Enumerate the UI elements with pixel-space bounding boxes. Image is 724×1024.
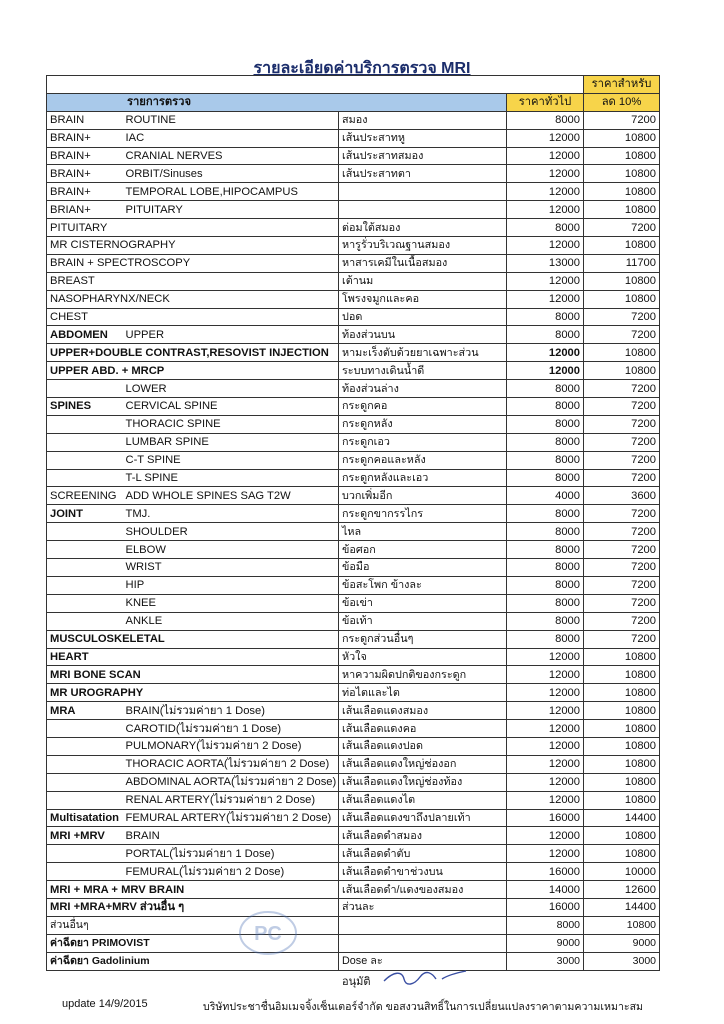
item-thai-description: เส้นเลือดแดงคอ [339,720,507,738]
general-price: 12000 [507,684,584,702]
item-thai-description: เส้นเลือดแดงสมอง [339,702,507,720]
company-stamp-icon [238,910,298,961]
general-price: 12000 [507,773,584,791]
general-price: 16000 [507,898,584,916]
general-price: 8000 [507,415,584,433]
table-row [47,916,660,934]
general-price: 12000 [507,344,584,362]
item-name: UPPER+DOUBLE CONTRAST,RESOVIST INJECTION [47,344,339,362]
item-thai-description: ท้องส่วนล่าง [339,380,507,398]
discount-price: 10800 [584,201,660,219]
general-price: 12000 [507,165,584,183]
discount-price: 7200 [584,469,660,487]
general-price: 4000 [507,487,584,505]
item-category: BRIAN+ [47,201,123,219]
discount-price: 3600 [584,487,660,505]
general-price: 8000 [507,308,584,326]
table-row [47,326,660,344]
table-row [47,773,660,791]
table-row [47,523,660,541]
table-row [47,201,660,219]
item-subtype: TMJ. [123,505,339,523]
item-thai-description: หาความผิดปกติของกระดูก [339,666,507,684]
approve-label: อนุมัติ [342,976,371,988]
general-price: 8000 [507,541,584,559]
item-category: SCREENING [47,487,123,505]
price-table-body [47,76,660,971]
item-subtype: PULMONARY(ไม่รวมค่ายา 2 Dose) [123,737,339,755]
discount-price: 10800 [584,237,660,255]
item-thai-description: เส้นประสาทสมอง [339,147,507,165]
discount-price: 10800 [584,147,660,165]
discount-price: 10800 [584,702,660,720]
discount-price: 10800 [584,362,660,380]
general-price: 12000 [507,791,584,809]
item-name: BRAIN + SPECTROSCOPY [47,254,339,272]
general-price: 8000 [507,916,584,934]
discount-price: 7200 [584,219,660,237]
general-price: 12000 [507,702,584,720]
discount-price: 7200 [584,415,660,433]
item-thai-description: เส้นเลือดแดงขาถึงปลายเท้า [339,809,507,827]
item-thai-description: ต่อมใต้สมอง [339,219,507,237]
table-row [47,290,660,308]
general-price: 12000 [507,201,584,219]
item-category [47,469,123,487]
discount-price: 10800 [584,684,660,702]
table-row [47,344,660,362]
item-thai-description: เส้นเลือดแดงใหญ่ช่องท้อง [339,773,507,791]
item-name: ค่าฉีดยา Gadolinium [47,952,339,970]
item-subtype: LUMBAR SPINE [123,433,339,451]
item-category [47,773,123,791]
discount-price: 7200 [584,326,660,344]
item-thai-description: กระดูกส่วนอื่นๆ [339,630,507,648]
item-category: MRI +MRV [47,827,123,845]
item-thai-description: กระดูกคอและหลัง [339,451,507,469]
item-thai-description: เส้นเลือดแดงปอด [339,737,507,755]
general-price: 12000 [507,737,584,755]
discount-price: 7200 [584,594,660,612]
general-price: 12000 [507,290,584,308]
item-subtype: BRAIN [123,827,339,845]
item-thai-description: เส้นเลือดดำสมอง [339,827,507,845]
item-name: BREAST [47,272,339,290]
discount-price: 7200 [584,380,660,398]
item-category [47,594,123,612]
item-name: MRI BONE SCAN [47,666,339,684]
item-subtype: THORACIC SPINE [123,415,339,433]
item-subtype: UPPER [123,326,339,344]
discount-price: 12600 [584,881,660,899]
item-subtype: ELBOW [123,541,339,559]
table-row [47,898,660,916]
table-row [47,594,660,612]
table-row [47,576,660,594]
item-name: NASOPHARYNX/NECK [47,290,339,308]
discount-price: 7200 [584,398,660,416]
item-name: PITUITARY [47,219,339,237]
item-thai-description: หามะเร็งตับด้วยยาเฉพาะส่วน [339,344,507,362]
general-price: 12000 [507,147,584,165]
item-category [47,720,123,738]
item-thai-description: ท่อไตและไต [339,684,507,702]
general-price: 14000 [507,881,584,899]
item-thai-description: เส้นประสาทตา [339,165,507,183]
item-thai-description: หารูรั่วบริเวณฐานสมอง [339,237,507,255]
table-row [47,827,660,845]
item-category: BRAIN+ [47,129,123,147]
company-note: บริษัทประชาชื่นอิมเมจจิ้งเซ็นเตอร์จำกัด ขอสงวนสิทธิ์ในการเปลี่ยนแปลงราคาตามความเหมาะสม [203,1001,644,1013]
table-row [47,541,660,559]
general-price: 12000 [507,755,584,773]
general-price: 12000 [507,720,584,738]
item-thai-description: บวกเพิ่มอีก [339,487,507,505]
table-row [47,809,660,827]
table-row [47,934,660,952]
discount-price: 7200 [584,523,660,541]
general-price: 8000 [507,576,584,594]
table-row [47,702,660,720]
discount-price: 7200 [584,505,660,523]
item-category [47,791,123,809]
table-row [47,308,660,326]
stamp-text: PC [254,923,282,945]
general-price: 8000 [507,559,584,577]
item-subtype: PORTAL(ไม่รวมค่ายา 1 Dose) [123,845,339,863]
general-price: 8000 [507,433,584,451]
item-category [47,576,123,594]
discount-price: 10800 [584,791,660,809]
item-category: BRAIN+ [47,165,123,183]
discount-price: 10800 [584,129,660,147]
item-thai-description: เส้นเลือดแดงไต [339,791,507,809]
update-date: update 14/9/2015 [62,998,148,1010]
discount-price: 10000 [584,863,660,881]
table-row [47,362,660,380]
discount-price: 7200 [584,559,660,577]
discount-price: 7200 [584,576,660,594]
table-row [47,559,660,577]
table-row [47,881,660,899]
discount-price: 10800 [584,720,660,738]
item-thai-description: ข้อเท้า [339,612,507,630]
general-price: 8000 [507,505,584,523]
general-price: 12000 [507,845,584,863]
price-table [46,75,660,971]
discount-price: 14400 [584,898,660,916]
table-row [47,737,660,755]
table-row [47,183,660,201]
table-row [47,380,660,398]
item-column-header: รายการตรวจ [47,93,507,111]
item-category [47,523,123,541]
table-row [47,272,660,290]
table-row [47,165,660,183]
discount-price: 7200 [584,541,660,559]
table-row [47,755,660,773]
header-row [47,93,660,111]
discount-price: 7200 [584,451,660,469]
item-subtype: ANKLE [123,612,339,630]
table-row [47,129,660,147]
item-thai-description: ส่วนละ [339,898,507,916]
item-category [47,863,123,881]
item-thai-description: เส้นเลือดแดงใหญ่ช่องอก [339,755,507,773]
item-thai-description: ข้อมือ [339,559,507,577]
item-category: BRAIN [47,111,123,129]
item-subtype: CRANIAL NERVES [123,147,339,165]
item-subtype: T-L SPINE [123,469,339,487]
item-subtype: SHOULDER [123,523,339,541]
item-thai-description: ไหล [339,523,507,541]
item-category [47,612,123,630]
general-price: 8000 [507,469,584,487]
item-name: ค่าฉีดยา PRIMOVIST [47,934,339,952]
item-thai-description [339,183,507,201]
discount-price: 9000 [584,934,660,952]
item-thai-description: ระบบทางเดินน้ำดี [339,362,507,380]
item-thai-description: กระดูกหลังและเอว [339,469,507,487]
general-price: 8000 [507,398,584,416]
item-subtype: C-T SPINE [123,451,339,469]
item-category [47,559,123,577]
item-category: JOINT [47,505,123,523]
general-price: 12000 [507,183,584,201]
item-thai-description: ท้องส่วนบน [339,326,507,344]
item-thai-description: โพรงจมูกและคอ [339,290,507,308]
item-subtype: KNEE [123,594,339,612]
table-row [47,111,660,129]
item-thai-description: ข้อศอก [339,541,507,559]
discount-price: 10800 [584,183,660,201]
discount-price: 10800 [584,737,660,755]
general-price: 12000 [507,129,584,147]
table-row [47,469,660,487]
table-row [47,648,660,666]
item-thai-description: หัวใจ [339,648,507,666]
discount-price: 7200 [584,308,660,326]
discount-price: 7200 [584,630,660,648]
item-thai-description [339,934,507,952]
item-thai-description: สมอง [339,111,507,129]
item-thai-description: กระดูกคอ [339,398,507,416]
item-subtype: CAROTID(ไม่รวมค่ายา 1 Dose) [123,720,339,738]
general-price: 8000 [507,612,584,630]
general-price: 8000 [507,326,584,344]
general-price: 16000 [507,863,584,881]
table-row [47,451,660,469]
item-name: MRI +MRA+MRV ส่วนอื่น ๆ [47,898,339,916]
discount-price: 10800 [584,272,660,290]
item-thai-description: เส้นประสาทหู [339,129,507,147]
item-thai-description [339,201,507,219]
item-thai-description [339,916,507,934]
item-thai-description: ปอด [339,308,507,326]
signature-icon [380,965,470,996]
item-name: UPPER ABD. + MRCP [47,362,339,380]
item-thai-description: กระดูกขากรรไกร [339,505,507,523]
title-text: รายละเอียดค่าบริการตรวจ MRI [253,60,471,77]
table-row [47,720,660,738]
item-category [47,380,123,398]
item-name: MR CISTERNOGRAPHY [47,237,339,255]
item-subtype: WRIST [123,559,339,577]
item-category [47,755,123,773]
table-row [47,791,660,809]
item-thai-description: เส้นเลือดดำขาช่วงบน [339,863,507,881]
table-row [47,684,660,702]
item-category [47,845,123,863]
item-category [47,433,123,451]
general-price: 12000 [507,237,584,255]
item-subtype: FEMURAL ARTERY(ไม่รวมค่ายา 2 Dose) [123,809,339,827]
general-price-header: ราคาทั่วไป [507,93,584,111]
item-category: MRA [47,702,123,720]
general-price: 12000 [507,666,584,684]
item-thai-description: เส้นเลือดดำตับ [339,845,507,863]
item-name: CHEST [47,308,339,326]
item-thai-description: ข้อสะโพก ข้างละ [339,576,507,594]
general-price: 3000 [507,952,584,970]
general-price: 12000 [507,827,584,845]
discount-price: 10800 [584,290,660,308]
discount-price: 10800 [584,845,660,863]
item-subtype: ABDOMINAL AORTA(ไม่รวมค่ายา 2 Dose) [123,773,339,791]
item-subtype: FEMURAL(ไม่รวมค่ายา 2 Dose) [123,863,339,881]
item-subtype: ROUTINE [123,111,339,129]
table-row [47,487,660,505]
table-row [47,666,660,684]
item-name: MUSCULOSKELETAL [47,630,339,648]
table-row [47,398,660,416]
header-spacer [47,76,584,94]
item-thai-description: หาสารเคมีในเนื้อสมอง [339,254,507,272]
discount-price: 10800 [584,344,660,362]
item-subtype: TEMPORAL LOBE,HIPOCAMPUS [123,183,339,201]
table-row [47,612,660,630]
item-subtype: CERVICAL SPINE [123,398,339,416]
general-price: 8000 [507,523,584,541]
discount-price: 10800 [584,827,660,845]
table-row [47,415,660,433]
general-price: 9000 [507,934,584,952]
discount-price: 10800 [584,648,660,666]
general-price: 8000 [507,594,584,612]
table-row [47,505,660,523]
table-row [47,147,660,165]
item-thai-description: กระดูกหลัง [339,415,507,433]
table-row [47,863,660,881]
table-row [47,845,660,863]
discount-price: 10800 [584,666,660,684]
table-row [47,433,660,451]
general-price: 8000 [507,630,584,648]
header-top-row [47,76,660,94]
item-subtype: IAC [123,129,339,147]
item-name: HEART [47,648,339,666]
special-price-label: ราคาสำหรับ [584,76,660,94]
discount-price: 10800 [584,916,660,934]
table-row [47,237,660,255]
discount-price: 10800 [584,773,660,791]
table-row [47,952,660,970]
general-price: 8000 [507,380,584,398]
item-thai-description: Dose ละ [339,952,507,970]
discount-price: 3000 [584,952,660,970]
item-category [47,415,123,433]
general-price: 12000 [507,272,584,290]
item-category: BRAIN+ [47,183,123,201]
discount-header: ลด 10% [584,93,660,111]
item-category: ABDOMEN [47,326,123,344]
item-category [47,737,123,755]
item-subtype: THORACIC AORTA(ไม่รวมค่ายา 2 Dose) [123,755,339,773]
discount-price: 7200 [584,433,660,451]
item-thai-description: เส้นเลือดดำ/แดงของสมอง [339,881,507,899]
item-subtype: LOWER [123,380,339,398]
item-thai-description: เต้านม [339,272,507,290]
general-price: 12000 [507,648,584,666]
item-subtype: PITUITARY [123,201,339,219]
item-name: ส่วนอื่นๆ [47,916,339,934]
item-category [47,541,123,559]
item-category: BRAIN+ [47,147,123,165]
item-subtype: BRAIN(ไม่รวมค่ายา 1 Dose) [123,702,339,720]
discount-price: 10800 [584,755,660,773]
discount-price: 14400 [584,809,660,827]
general-price: 8000 [507,111,584,129]
general-price: 8000 [507,451,584,469]
table-row [47,254,660,272]
item-subtype: ADD WHOLE SPINES SAG T2W [123,487,339,505]
item-name: MR UROGRAPHY [47,684,339,702]
general-price: 8000 [507,219,584,237]
item-subtype: ORBIT/Sinuses [123,165,339,183]
discount-price: 11700 [584,254,660,272]
item-thai-description: ข้อเข่า [339,594,507,612]
table-row [47,630,660,648]
discount-price: 10800 [584,165,660,183]
table-row [47,219,660,237]
item-category: Multisatation [47,809,123,827]
item-thai-description: กระดูกเอว [339,433,507,451]
discount-price: 7200 [584,111,660,129]
item-subtype: RENAL ARTERY(ไม่รวมค่ายา 2 Dose) [123,791,339,809]
general-price: 13000 [507,254,584,272]
discount-price: 7200 [584,612,660,630]
item-category: SPINES [47,398,123,416]
item-name: MRI + MRA + MRV BRAIN [47,881,339,899]
general-price: 12000 [507,362,584,380]
item-subtype: HIP [123,576,339,594]
general-price: 16000 [507,809,584,827]
item-category [47,451,123,469]
